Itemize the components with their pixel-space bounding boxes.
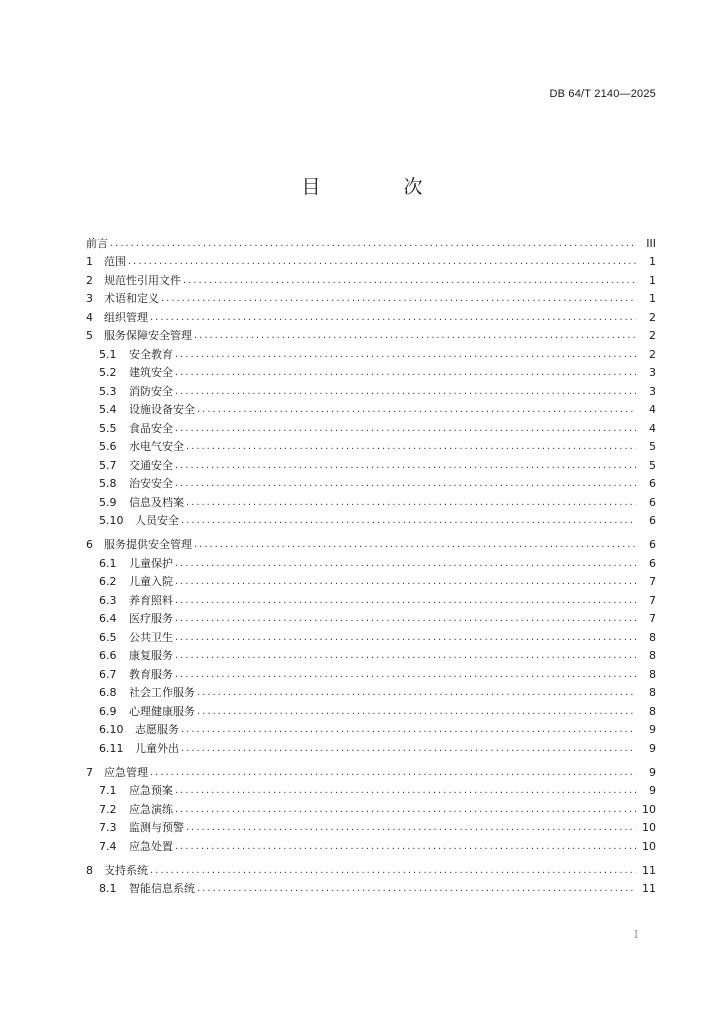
toc-entry-number: 5.8 bbox=[99, 477, 117, 490]
toc-entry-number: 6.3 bbox=[99, 593, 117, 607]
toc-entry-page: 9 bbox=[649, 723, 656, 736]
toc-entry-number: 6 bbox=[86, 538, 93, 551]
toc-entry-page: 1 bbox=[649, 273, 656, 287]
dot-leader bbox=[175, 383, 636, 401]
toc-entry-number: 6.6 bbox=[99, 649, 117, 662]
toc-entry-number: 5.10 bbox=[99, 514, 124, 527]
toc-entry-label: 安全教育 bbox=[129, 347, 173, 361]
toc-entry-label: 智能信息系统 bbox=[129, 882, 195, 895]
toc-entry-label: 治安安全 bbox=[129, 477, 173, 490]
toc-entry-page: 5 bbox=[649, 458, 656, 472]
toc-entry[interactable] bbox=[86, 800, 656, 819]
toc-entry-label: 应急管理 bbox=[104, 765, 148, 779]
dot-leader bbox=[175, 555, 636, 573]
toc-entry[interactable] bbox=[86, 628, 656, 647]
toc-entry-label: 服务提供安全管理 bbox=[104, 538, 192, 551]
dot-leader bbox=[181, 512, 636, 530]
dot-leader bbox=[186, 494, 636, 512]
toc-entry-label: 支持系统 bbox=[104, 863, 148, 877]
toc-entry[interactable] bbox=[86, 665, 656, 684]
toc-entry-label: 设施设备安全 bbox=[129, 403, 195, 416]
toc-entry-page: 8 bbox=[649, 649, 656, 662]
toc-entry-page: 10 bbox=[642, 802, 656, 816]
toc-entry-number: 7.4 bbox=[99, 839, 117, 853]
toc-entry[interactable] bbox=[86, 512, 656, 531]
toc-entry[interactable] bbox=[86, 763, 656, 782]
toc-entry-label: 心理健康服务 bbox=[129, 704, 195, 718]
page-title: 目 次 bbox=[301, 176, 455, 198]
toc-entry-page: 9 bbox=[649, 765, 656, 779]
toc-entry[interactable] bbox=[86, 364, 656, 383]
toc-entry-page: 7 bbox=[649, 612, 656, 625]
toc-entry[interactable] bbox=[86, 382, 656, 401]
toc-entry-label: 信息及档案 bbox=[129, 495, 184, 509]
toc-entry-label: 人员安全 bbox=[135, 514, 179, 527]
toc-entry[interactable] bbox=[86, 493, 656, 512]
toc-entry-number: 8.1 bbox=[99, 882, 117, 895]
toc-entry[interactable] bbox=[86, 554, 656, 573]
toc-entry-number: 6.2 bbox=[99, 575, 117, 588]
toc-entry[interactable] bbox=[86, 837, 656, 856]
toc-entry-number: 4 bbox=[86, 310, 93, 324]
toc-entry-number: 2 bbox=[86, 273, 93, 287]
toc-entry[interactable] bbox=[86, 456, 656, 475]
dot-leader bbox=[150, 862, 636, 880]
toc-entry-number: 6.7 bbox=[99, 667, 117, 681]
toc-entry[interactable] bbox=[86, 684, 656, 703]
toc-entry[interactable] bbox=[86, 234, 656, 253]
dot-leader bbox=[197, 880, 636, 898]
toc-entry-page: 9 bbox=[649, 784, 656, 797]
toc-entry-page: 8 bbox=[649, 686, 656, 699]
toc-entry-number: 5.2 bbox=[99, 366, 117, 379]
toc-entry-number: 5.3 bbox=[99, 384, 117, 398]
toc-entry-page: 8 bbox=[649, 667, 656, 681]
toc-entry-number: 8 bbox=[86, 863, 93, 877]
dot-leader bbox=[197, 401, 636, 419]
toc-entry-number: 5.1 bbox=[99, 347, 117, 361]
dot-leader bbox=[197, 703, 636, 721]
toc-entry-label: 前言 bbox=[86, 236, 108, 250]
toc-entry-number: 6.5 bbox=[99, 630, 117, 644]
toc-entry-number: 5.5 bbox=[99, 421, 117, 435]
toc-entry-page: 1 bbox=[649, 292, 656, 305]
toc-entry-label: 监测与预警 bbox=[129, 821, 184, 834]
toc-entry-page: 6 bbox=[649, 514, 656, 527]
dot-leader bbox=[175, 346, 636, 364]
toc-entry[interactable] bbox=[86, 253, 656, 272]
toc-entry-page: 8 bbox=[649, 630, 656, 644]
dot-leader bbox=[110, 235, 636, 253]
toc-entry-label: 交通安全 bbox=[129, 458, 173, 472]
toc-entry-page: 1 bbox=[649, 255, 656, 268]
toc-entry-page: 10 bbox=[642, 821, 656, 834]
toc-entry-number: 3 bbox=[86, 292, 93, 305]
toc-entry-page: 2 bbox=[649, 347, 656, 361]
toc-entry-page: 3 bbox=[649, 366, 656, 379]
dot-leader bbox=[175, 475, 636, 493]
toc-entry-label: 规范性引用文件 bbox=[104, 273, 181, 287]
toc-entry-label: 范围 bbox=[104, 255, 126, 268]
toc-entry-label: 组织管理 bbox=[104, 310, 148, 324]
toc-entry-page: 4 bbox=[649, 403, 656, 416]
toc-entry[interactable] bbox=[86, 861, 656, 880]
toc-entry[interactable] bbox=[86, 819, 656, 838]
toc-entry-label: 公共卫生 bbox=[129, 630, 173, 644]
toc-entry-page: 7 bbox=[649, 575, 656, 588]
toc-entry-number: 6.4 bbox=[99, 612, 117, 625]
dot-leader bbox=[161, 290, 636, 308]
document-code: DB 64/T 2140—2025 bbox=[549, 88, 656, 100]
dot-leader bbox=[186, 438, 636, 456]
toc-entry[interactable] bbox=[86, 573, 656, 592]
toc-entry-label: 消防安全 bbox=[129, 384, 173, 398]
toc-entry-page: 11 bbox=[642, 882, 656, 895]
toc-entry-label: 儿童保护 bbox=[129, 556, 173, 570]
toc-entry[interactable] bbox=[86, 536, 656, 555]
dot-leader bbox=[181, 721, 636, 739]
dot-leader bbox=[175, 629, 636, 647]
dot-leader bbox=[175, 838, 636, 856]
toc-entry-number: 7.2 bbox=[99, 802, 117, 816]
dot-leader bbox=[175, 782, 636, 800]
toc-entry-label: 养育照料 bbox=[129, 593, 173, 607]
toc-entry-number: 6.10 bbox=[99, 723, 124, 736]
toc-entry-label: 社会工作服务 bbox=[129, 686, 195, 699]
toc-entry-page: 6 bbox=[649, 538, 656, 551]
toc-entry-label: 应急处置 bbox=[129, 839, 173, 853]
toc-entry-label: 儿童外出 bbox=[135, 741, 179, 755]
dot-leader bbox=[175, 666, 636, 684]
dot-leader bbox=[194, 536, 636, 554]
dot-leader bbox=[128, 253, 636, 271]
dot-leader bbox=[175, 592, 636, 610]
toc-entry-page: 2 bbox=[649, 310, 656, 324]
toc-entry-page: 6 bbox=[649, 495, 656, 509]
toc-entry[interactable] bbox=[86, 647, 656, 666]
dot-leader bbox=[175, 573, 636, 591]
toc-entry-number: 1 bbox=[86, 255, 93, 268]
toc-entry-page: 2 bbox=[649, 329, 656, 342]
dot-leader bbox=[175, 647, 636, 665]
page-number: I bbox=[634, 928, 639, 941]
toc-entry-label: 教育服务 bbox=[129, 667, 173, 681]
toc-entry[interactable] bbox=[86, 880, 656, 899]
toc-entry-label: 儿童入院 bbox=[129, 575, 173, 588]
toc-entry[interactable] bbox=[86, 591, 656, 610]
dot-leader bbox=[175, 610, 636, 628]
toc-entry-number: 7.3 bbox=[99, 821, 117, 834]
toc-entry[interactable] bbox=[86, 308, 656, 327]
toc-entry-label: 应急演练 bbox=[129, 802, 173, 816]
toc-entry-number: 6.11 bbox=[99, 741, 124, 755]
toc-entry-page: 7 bbox=[649, 593, 656, 607]
toc-entry-page: 5 bbox=[649, 440, 656, 453]
toc-entry-number: 5.7 bbox=[99, 458, 117, 472]
toc-entry-page: 8 bbox=[649, 704, 656, 718]
toc-entry[interactable] bbox=[86, 739, 656, 758]
toc-entry[interactable] bbox=[86, 702, 656, 721]
dot-leader bbox=[150, 309, 636, 327]
toc-entry-page: 3 bbox=[649, 384, 656, 398]
toc-entry-page: 6 bbox=[649, 556, 656, 570]
toc-entry-label: 术语和定义 bbox=[104, 292, 159, 305]
toc-entry-page: III bbox=[646, 236, 656, 250]
toc-entry-number: 5.9 bbox=[99, 495, 117, 509]
toc-entry-label: 医疗服务 bbox=[129, 612, 173, 625]
toc-entry[interactable] bbox=[86, 271, 656, 290]
toc-entry[interactable] bbox=[86, 610, 656, 629]
toc-entry[interactable] bbox=[86, 475, 656, 494]
toc-entry-number: 5 bbox=[86, 329, 93, 342]
toc-entry-number: 5.6 bbox=[99, 440, 117, 453]
toc-entry-number: 6.1 bbox=[99, 556, 117, 570]
dot-leader bbox=[175, 420, 636, 438]
toc-entry[interactable] bbox=[86, 345, 656, 364]
toc-entry[interactable] bbox=[86, 401, 656, 420]
toc-entry-label: 康复服务 bbox=[129, 649, 173, 662]
toc-entry-label: 应急预案 bbox=[129, 784, 173, 797]
dot-leader bbox=[183, 272, 636, 290]
toc-entry-label: 服务保障安全管理 bbox=[104, 329, 192, 342]
toc-entry-number: 7 bbox=[86, 765, 93, 779]
toc-entry[interactable] bbox=[86, 721, 656, 740]
table-of-contents bbox=[86, 234, 656, 898]
toc-entry-number: 7.1 bbox=[99, 784, 117, 797]
toc-entry-number: 6.8 bbox=[99, 686, 117, 699]
toc-entry-label: 志愿服务 bbox=[135, 723, 179, 736]
dot-leader bbox=[181, 740, 636, 758]
dot-leader bbox=[175, 457, 636, 475]
toc-entry-page: 10 bbox=[642, 839, 656, 853]
toc-entry[interactable] bbox=[86, 290, 656, 309]
toc-entry-page: 9 bbox=[649, 741, 656, 755]
toc-entry-page: 6 bbox=[649, 477, 656, 490]
dot-leader bbox=[194, 327, 636, 345]
toc-entry[interactable] bbox=[86, 327, 656, 346]
dot-leader bbox=[175, 801, 636, 819]
toc-entry-label: 水电气安全 bbox=[129, 440, 184, 453]
toc-entry-page: 4 bbox=[649, 421, 656, 435]
dot-leader bbox=[175, 364, 636, 382]
toc-entry-number: 5.4 bbox=[99, 403, 117, 416]
dot-leader bbox=[150, 764, 636, 782]
dot-leader bbox=[186, 819, 636, 837]
toc-entry[interactable] bbox=[86, 419, 656, 438]
toc-entry[interactable] bbox=[86, 438, 656, 457]
toc-entry-number: 6.9 bbox=[99, 704, 117, 718]
toc-entry-page: 11 bbox=[642, 863, 656, 877]
dot-leader bbox=[197, 684, 636, 702]
toc-entry-label: 建筑安全 bbox=[129, 366, 173, 379]
toc-entry[interactable] bbox=[86, 782, 656, 801]
toc-entry-label: 食品安全 bbox=[129, 421, 173, 435]
